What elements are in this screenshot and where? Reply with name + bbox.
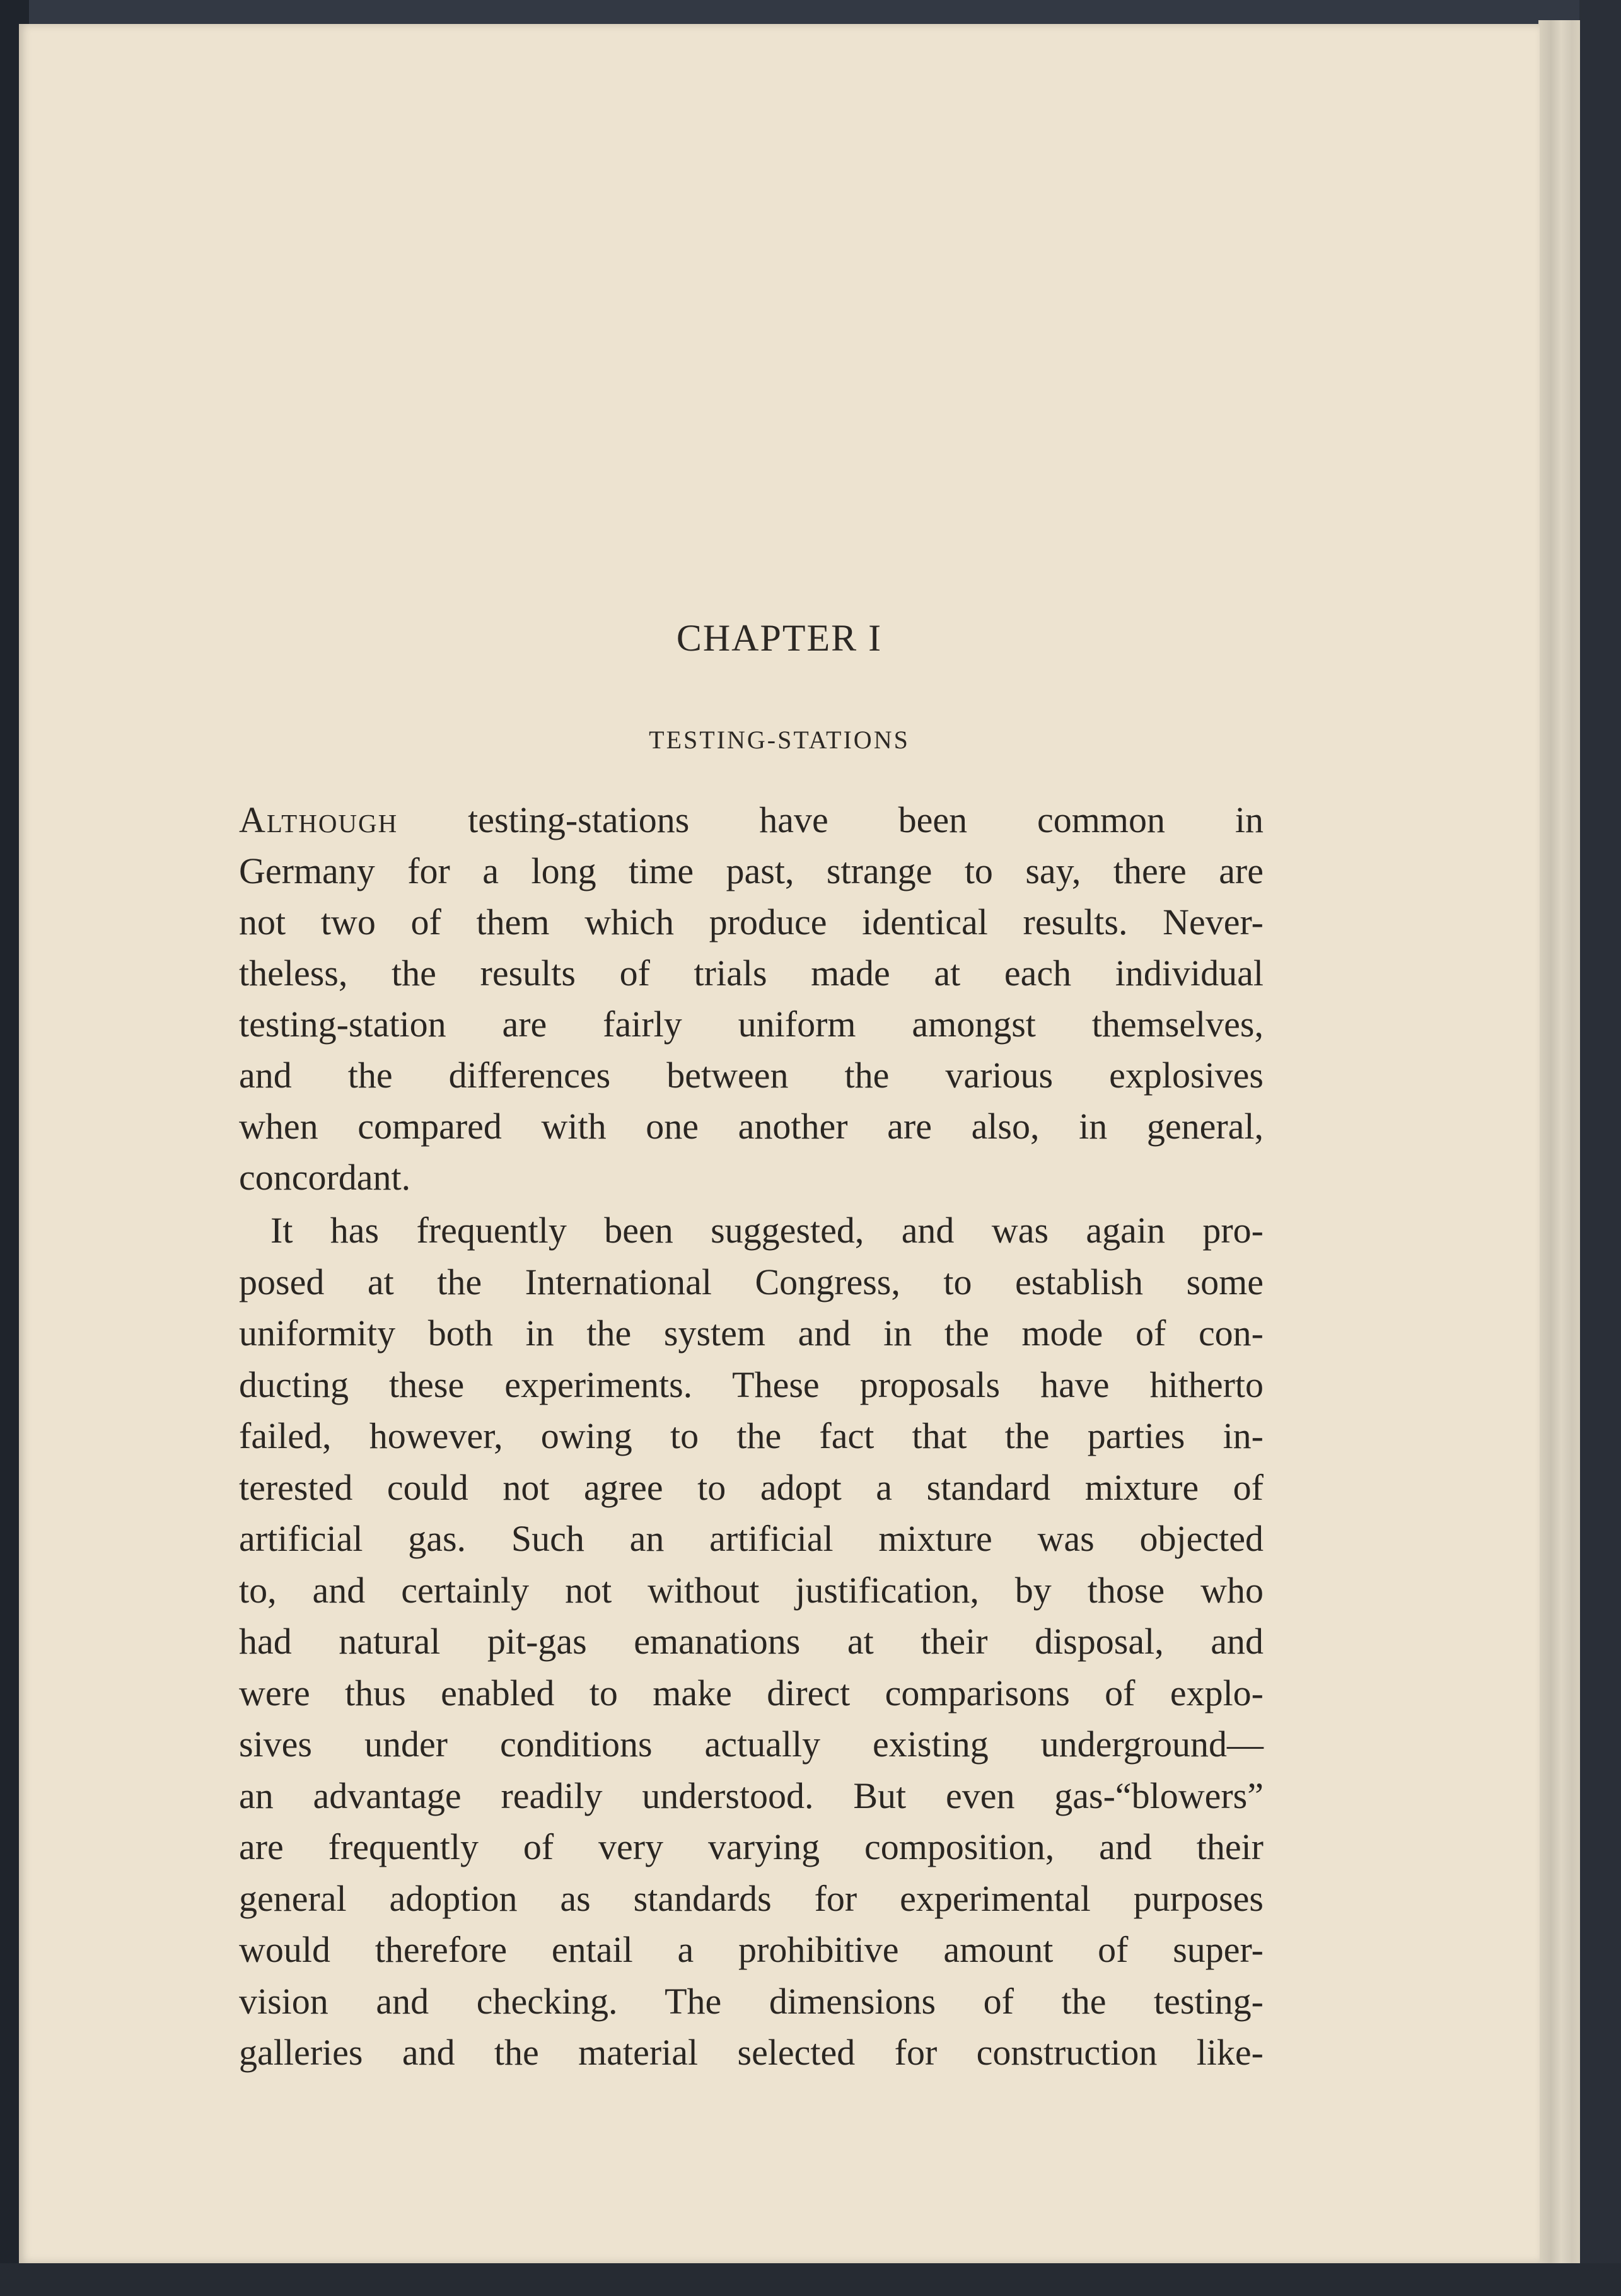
book-cover-bottom: [0, 2263, 1621, 2296]
body-text: [239, 794, 1264, 2079]
text-line: were thus enabled to make direct comparisons of explo-: [239, 1672, 1264, 1713]
text-line: theless, the results of trials made at each individual: [239, 953, 1264, 994]
text-line: when compared with one another are also, in general,: [239, 1106, 1264, 1147]
text-line: Germany for a long time past, strange to say, there are: [239, 850, 1264, 891]
text-line: an advantage readily understood. But even gas-“blowers”: [239, 1775, 1264, 1816]
page-edges: [1538, 20, 1580, 2271]
text-line: concordant.: [239, 1157, 411, 1198]
text-line: artificial gas. Such an artificial mixture was objected: [239, 1518, 1264, 1559]
text-line: had natural pit-gas emanations at their disposal, and: [239, 1621, 1264, 1662]
text-line: general adoption as standards for experimental purposes: [239, 1877, 1264, 1919]
drop-word: Although: [239, 799, 398, 840]
paragraph-1: [239, 794, 1264, 1203]
text-line: Although testing-stations have been common in: [239, 799, 1264, 840]
text-line: ducting these experiments. These proposals have hitherto: [239, 1364, 1264, 1405]
text-line: posed at the International Congress, to establish some: [239, 1261, 1264, 1302]
chapter-title: TESTING-STATIONS: [649, 726, 910, 754]
chapter-heading: CHAPTER I: [676, 617, 883, 659]
text-line: not two of them which produce identical results. Never-: [239, 902, 1264, 942]
text-line: vision and checking. The dimensions of the testing-: [239, 1980, 1264, 2022]
book-page: [19, 24, 1540, 2263]
paragraph-2: [239, 1205, 1264, 2079]
text-line: It has frequently been suggested, and was again pro-: [270, 1210, 1264, 1251]
text-line: failed, however, owing to the fact that the parties in-: [239, 1415, 1264, 1456]
text-line: testing-station are fairly uniform amongst themselves,: [239, 1004, 1264, 1045]
text-line: sives under conditions actually existing underground—: [239, 1724, 1264, 1765]
text-line: and the differences between the various explosives: [239, 1055, 1264, 1096]
text-line: uniformity both in the system and in the mode of con-: [239, 1313, 1264, 1354]
text-line: would therefore entail a prohibitive amount of super-: [239, 1929, 1264, 1970]
text-line: galleries and the material selected for construction like-: [239, 2032, 1264, 2073]
text-line: terested could not agree to adopt a standard mixture of: [239, 1466, 1264, 1508]
text-line: to, and certainly not without justification, by those who: [239, 1569, 1264, 1611]
text-line: are frequently of very varying composition, and their: [239, 1826, 1264, 1867]
book-cover-right: [1579, 0, 1621, 2296]
book-cover-top: [0, 0, 1621, 25]
